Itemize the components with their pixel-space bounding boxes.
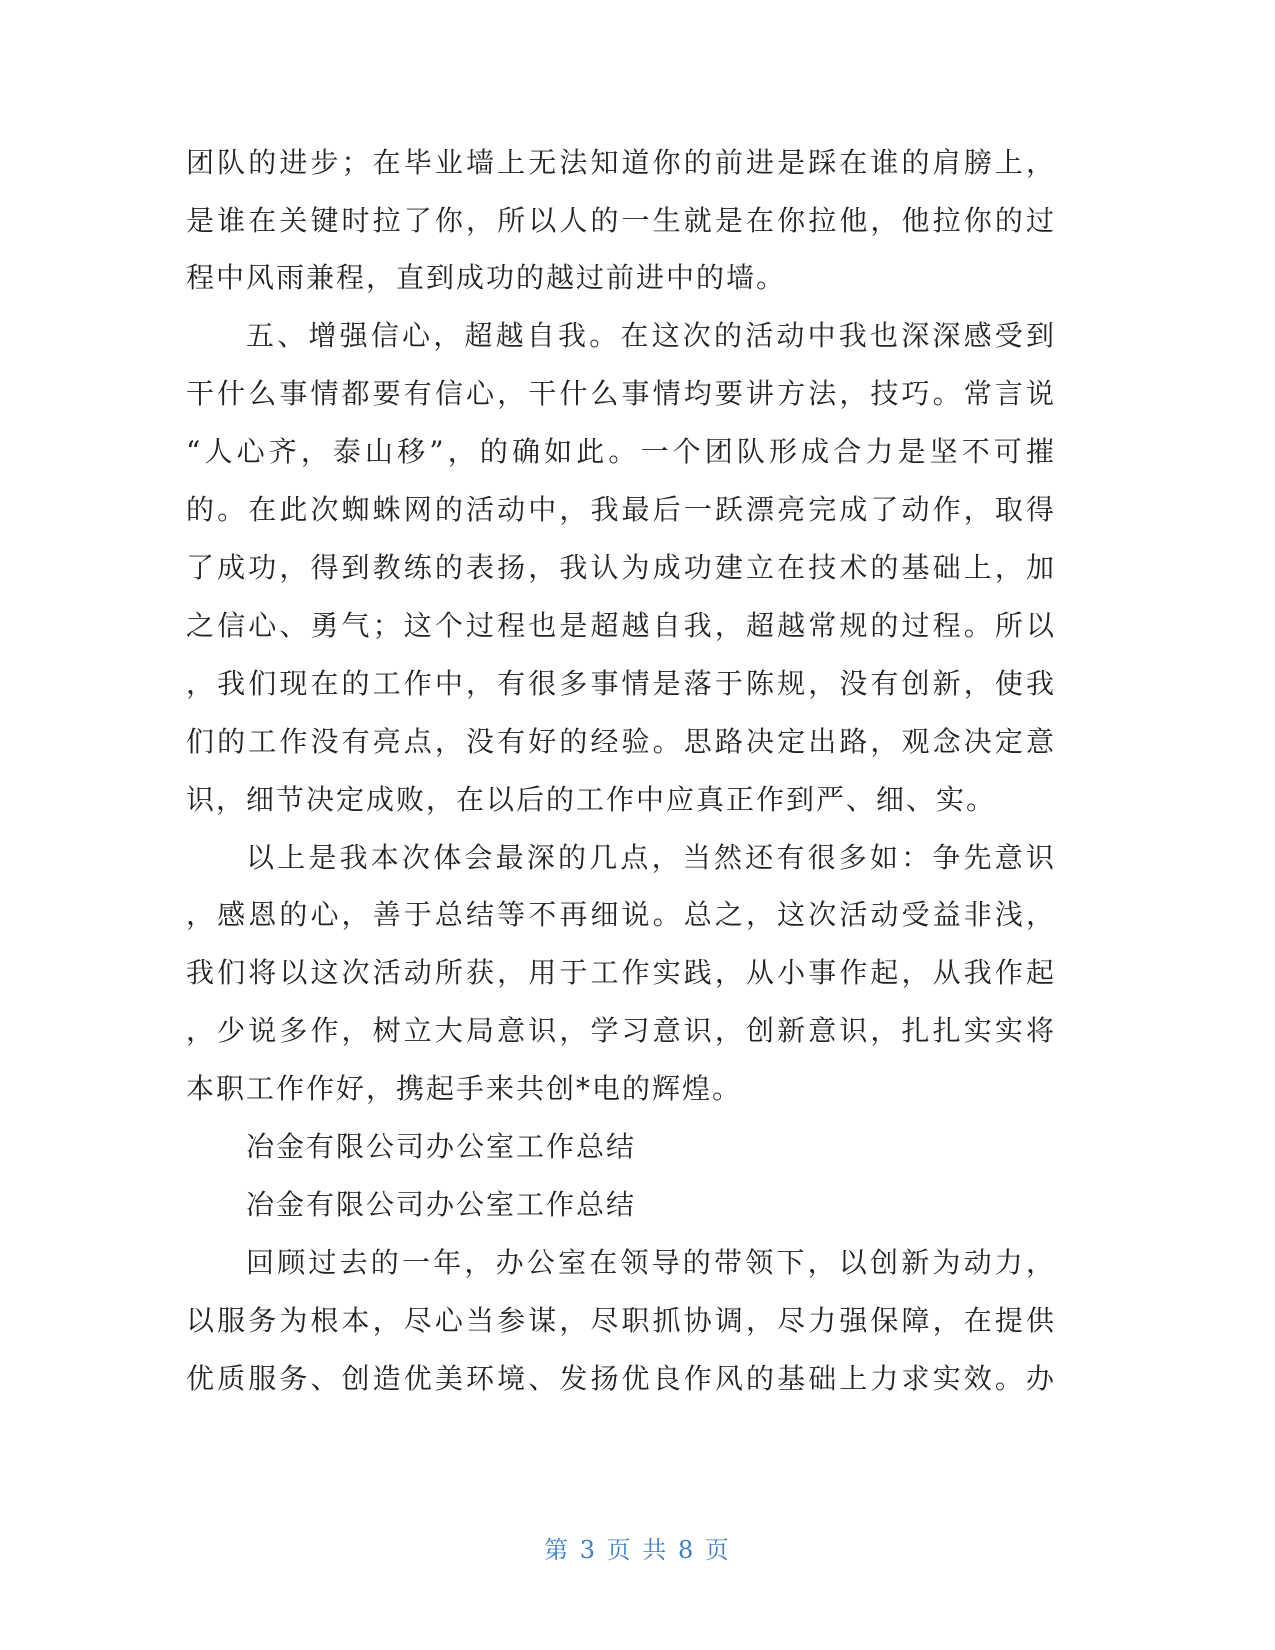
section-title: 冶金有限公司办公室工作总结 [246,1188,637,1221]
text-line: 识，细节决定成败，在以后的工作中应真正作到严、细、实。 [186,783,997,816]
text-line: 程中风雨兼程，直到成功的越过前进中的墙。 [186,261,787,294]
text-line: 以服务为根本，尽心当参谋，尽职抓协调，尽力强保障，在提供 [186,1304,1056,1337]
text-line: ，感恩的心，善于总结等不再细说。总之，这次活动受益非浅， [186,898,1056,931]
paragraph-start-line: 回顾过去的一年，办公室在领导的带领下，以创新为动力， [246,1246,1056,1279]
text-line: 的。在此次蜘蛛网的活动中，我最后一跃漂亮完成了动作，取得 [186,493,1056,526]
text-line: 们的工作没有亮点，没有好的经验。思路决定出路，观念决定意 [186,725,1056,758]
text-line: “人心齐，泰山移”，的确如此。一个团队形成合力是坚不可摧 [186,435,1056,468]
text-line: 我们将以这次活动所获，用于工作实践，从小事作起，从我作起 [186,956,1056,989]
page-number-footer: 第 3 页 共 8 页 [544,1536,731,1564]
text-line: ，我们现在的工作中，有很多事情是落于陈规，没有创新，使我 [186,667,1056,700]
text-line: 之信心、勇气；这个过程也是超越自我，超越常规的过程。所以 [186,609,1056,642]
text-line: 了成功，得到教练的表扬，我认为成功建立在技术的基础上，加 [186,551,1056,584]
text-line: 本职工作作好，携起手来共创*电的辉煌。 [186,1072,743,1105]
text-line: ，少说多作，树立大局意识，学习意识，创新意识，扎扎实实将 [186,1014,1056,1047]
section-title: 冶金有限公司办公室工作总结 [246,1130,637,1163]
text-line: 优质服务、创造优美环境、发扬优良作风的基础上力求实效。办 [186,1362,1056,1395]
paragraph-start-line: 五、增强信心，超越自我。在这次的活动中我也深深感受到 [246,319,1056,352]
text-line: 是谁在关键时拉了你，所以人的一生就是在你拉他，他拉你的过 [186,204,1056,237]
text-line: 干什么事情都要有信心，干什么事情均要讲方法，技巧。常言说 [186,377,1056,410]
paragraph-start-line: 以上是我本次体会最深的几点，当然还有很多如：争先意识 [246,841,1056,874]
text-line: 团队的进步；在毕业墙上无法知道你的前进是踩在谁的肩膀上， [186,146,1056,179]
